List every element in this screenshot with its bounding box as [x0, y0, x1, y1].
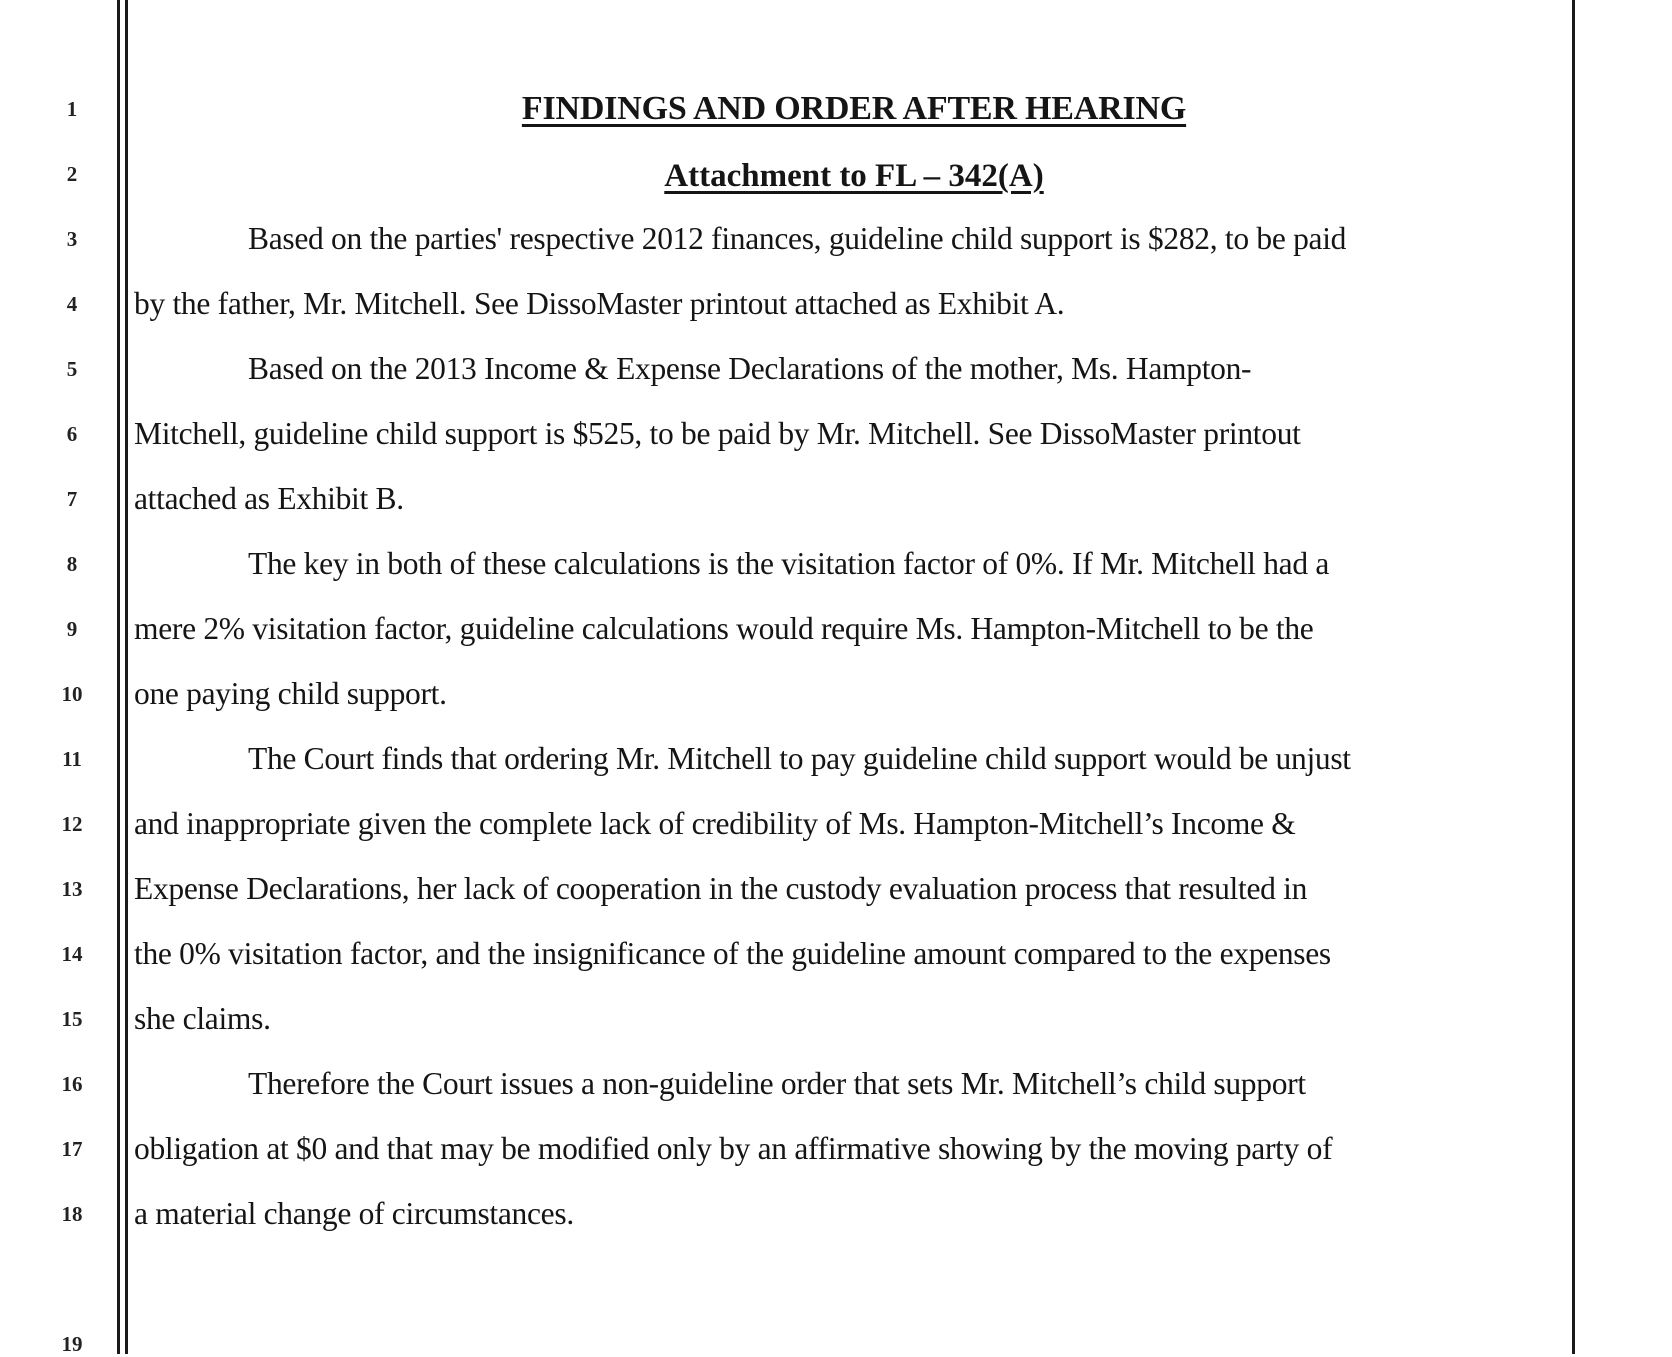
body-text-line: Therefore the Court issues a non-guideline order that sets Mr. Mitchell’s child support [248, 1066, 1306, 1101]
left-margin-rule [117, 0, 120, 1354]
document-title: FINDINGS AND ORDER AFTER HEARING [521, 90, 1187, 127]
body-text-line: by the father, Mr. Mitchell. See DissoMaster printout attached as Exhibit A. [134, 286, 1065, 321]
line-number: 3 [66, 227, 78, 251]
body-text-line: Based on the 2013 Income & Expense Declarations of the mother, Ms. Hampton- [248, 351, 1252, 386]
line-number: 5 [66, 357, 78, 381]
line-number: 2 [66, 162, 78, 186]
document-subtitle: Attachment to FL – 342(A) [664, 158, 1044, 194]
line-number: 12 [61, 812, 83, 836]
body-text-line: The Court finds that ordering Mr. Mitchell to pay guideline child support would be unjust [248, 741, 1351, 776]
line-number: 16 [61, 1072, 83, 1096]
body-text-line: Expense Declarations, her lack of cooperation in the custody evaluation process that resulted in [134, 871, 1308, 906]
body-text-line: Mitchell, guideline child support is $525, to be paid by Mr. Mitchell. See DissoMaster printout [134, 416, 1301, 451]
line-number: 17 [61, 1137, 83, 1161]
line-number: 19 [61, 1332, 83, 1356]
body-text-line: attached as Exhibit B. [134, 481, 404, 516]
line-number: 7 [66, 487, 78, 511]
line-number: 15 [61, 1007, 83, 1031]
line-number: 1 [66, 97, 78, 121]
line-number: 6 [66, 422, 78, 446]
line-number: 9 [66, 617, 78, 641]
body-text-line: obligation at $0 and that may be modified only by an affirmative showing by the moving party of [134, 1131, 1333, 1166]
document-body [134, 0, 1574, 1354]
body-text-line: she claims. [134, 1001, 271, 1036]
line-number: 18 [61, 1202, 83, 1226]
body-text-line: a material change of circumstances. [134, 1196, 574, 1231]
line-number: 14 [61, 942, 83, 966]
line-number: 4 [66, 292, 78, 316]
line-number: 13 [61, 877, 83, 901]
body-text-line: Based on the parties' respective 2012 finances, guideline child support is $282, to be paid [248, 221, 1347, 256]
body-text-line: the 0% visitation factor, and the insignificance of the guideline amount compared to the expenses [134, 936, 1331, 971]
body-text-line: The key in both of these calculations is the visitation factor of 0%. If Mr. Mitchell had a [248, 546, 1330, 581]
line-number: 11 [62, 747, 82, 771]
line-number: 10 [61, 682, 83, 706]
body-text-line: one paying child support. [134, 676, 447, 711]
body-text-line: and inappropriate given the complete lack of credibility of Ms. Hampton-Mitchell’s Income & [134, 806, 1296, 841]
left-margin-rule-inner [125, 0, 128, 1354]
body-text-line: mere 2% visitation factor, guideline calculations would require Ms. Hampton-Mitchell to be the [134, 611, 1314, 646]
line-number: 8 [66, 552, 78, 576]
